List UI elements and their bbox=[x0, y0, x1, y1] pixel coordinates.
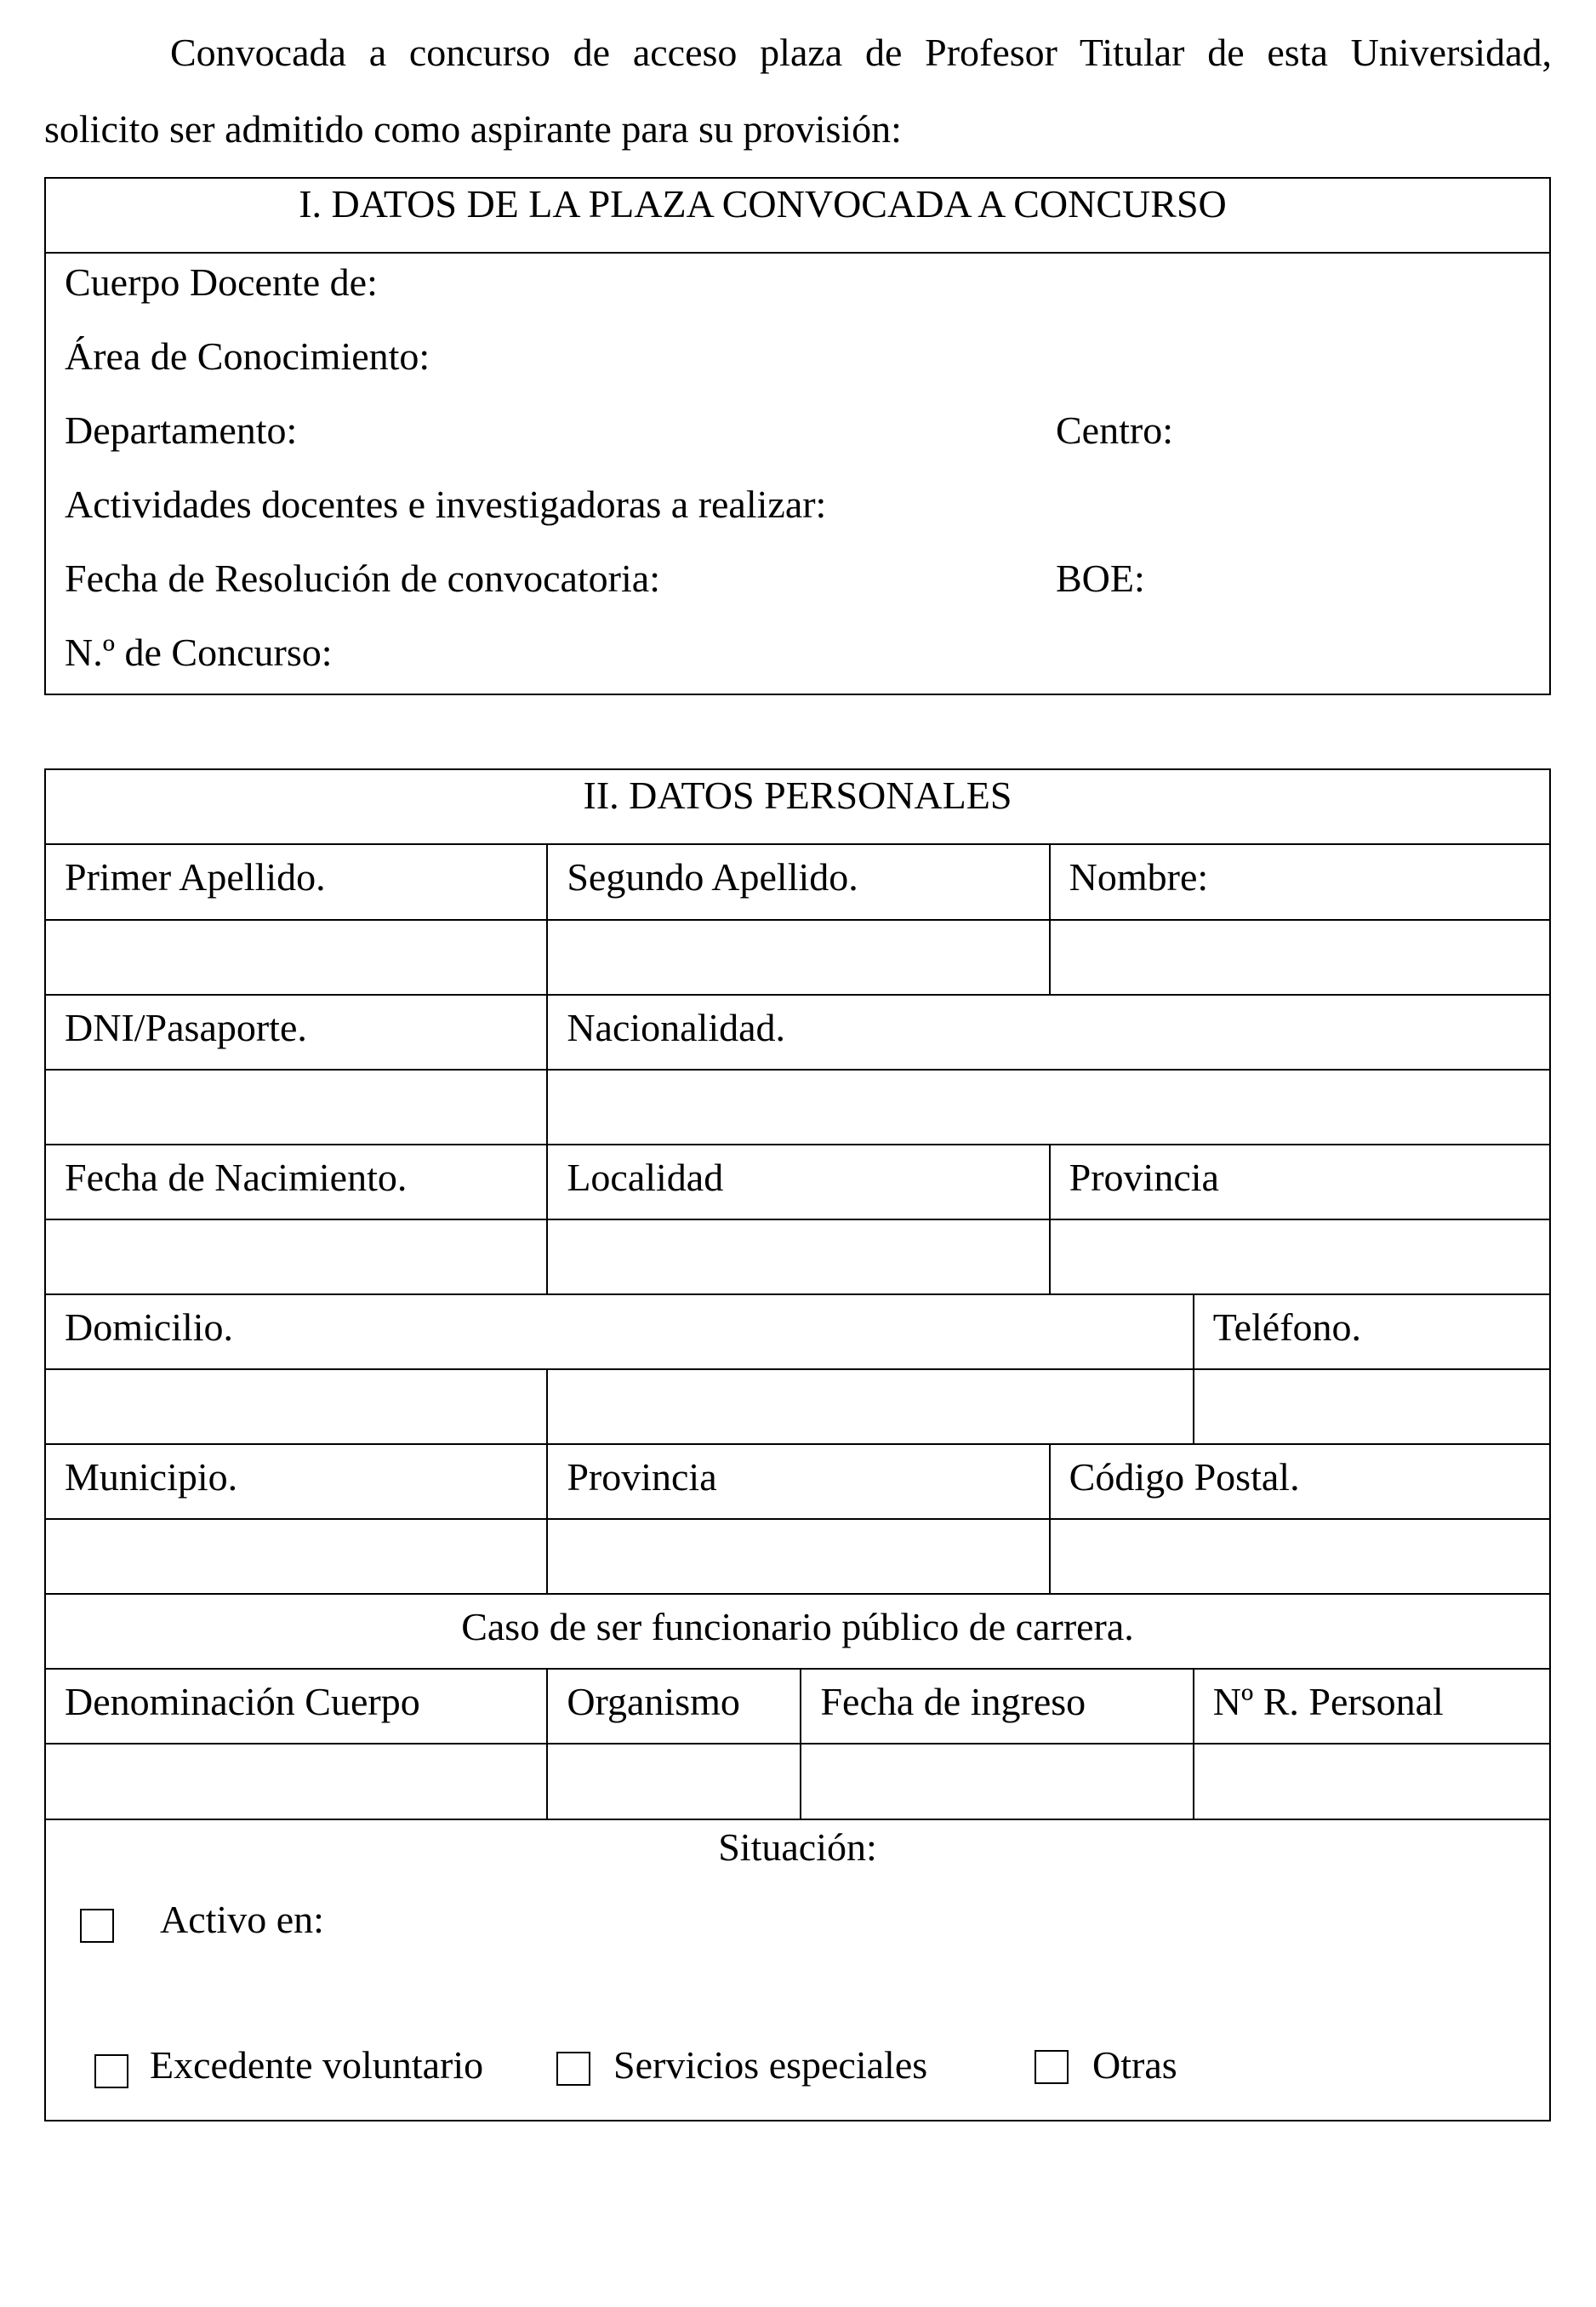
field-fecha-nacimiento[interactable] bbox=[46, 1219, 547, 1294]
checkbox-activo[interactable] bbox=[80, 1909, 114, 1943]
label-departamento: Departamento: bbox=[65, 408, 298, 452]
field-denominacion-cuerpo[interactable] bbox=[46, 1744, 547, 1819]
label-localidad: Localidad bbox=[547, 1145, 1049, 1219]
field-provincia-domicilio[interactable] bbox=[547, 1519, 1049, 1594]
label-nombre: Nombre: bbox=[1050, 845, 1549, 920]
label-organismo: Organismo bbox=[547, 1669, 801, 1744]
label-provincia-nacimiento: Provincia bbox=[1050, 1145, 1549, 1219]
field-telefono[interactable] bbox=[1194, 1369, 1549, 1444]
field-primer-apellido[interactable] bbox=[46, 920, 547, 995]
label-municipio: Municipio. bbox=[46, 1444, 547, 1519]
label-cuerpo-docente: Cuerpo Docente de: bbox=[65, 260, 378, 304]
checkbox-excedente[interactable] bbox=[94, 2054, 128, 2088]
label-telefono: Teléfono. bbox=[1194, 1294, 1549, 1369]
label-nr-personal: Nº R. Personal bbox=[1194, 1669, 1549, 1744]
label-actividades: Actividades docentes e investigadoras a realizar: bbox=[65, 483, 827, 526]
field-codigo-postal[interactable] bbox=[1050, 1519, 1549, 1594]
field-domicilio-2[interactable] bbox=[547, 1369, 1193, 1444]
field-nacionalidad[interactable] bbox=[547, 1070, 1549, 1145]
field-municipio[interactable] bbox=[46, 1519, 547, 1594]
label-activo: Activo en: bbox=[160, 1898, 324, 1941]
label-funcionario: Caso de ser funcionario público de carrera. bbox=[46, 1594, 1549, 1669]
field-provincia-nacimiento[interactable] bbox=[1050, 1219, 1549, 1294]
field-domicilio-1[interactable] bbox=[46, 1369, 547, 1444]
section-plaza bbox=[44, 177, 1551, 695]
situacion-block bbox=[46, 1819, 1549, 2111]
label-fecha-nacimiento: Fecha de Nacimiento. bbox=[46, 1145, 547, 1219]
label-numero-concurso: N.º de Concurso: bbox=[65, 631, 333, 674]
section-personal-title: II. DATOS PERSONALES bbox=[46, 770, 1549, 845]
label-nacionalidad: Nacionalidad. bbox=[547, 995, 1549, 1070]
label-domicilio: Domicilio. bbox=[46, 1294, 1194, 1369]
field-dni[interactable] bbox=[46, 1070, 547, 1145]
label-denominacion-cuerpo: Denominación Cuerpo bbox=[46, 1669, 547, 1744]
intro-line-2: solicito ser admitido como aspirante para su provisión: bbox=[44, 107, 902, 151]
personal-data-grid bbox=[46, 845, 1549, 1819]
label-codigo-postal: Código Postal. bbox=[1050, 1444, 1549, 1519]
field-localidad[interactable] bbox=[547, 1219, 1049, 1294]
checkbox-otras[interactable] bbox=[1035, 2050, 1069, 2084]
section-datos-personales bbox=[44, 768, 1551, 2121]
label-situacion: Situación: bbox=[718, 1825, 877, 1869]
label-boe: BOE: bbox=[1056, 557, 1145, 600]
label-excedente: Excedente voluntario bbox=[150, 2043, 484, 2087]
section-plaza-title: I. DATOS DE LA PLAZA CONVOCADA A CONCURSO bbox=[46, 179, 1549, 254]
field-nombre[interactable] bbox=[1050, 920, 1549, 995]
label-fecha-ingreso: Fecha de ingreso bbox=[801, 1669, 1193, 1744]
label-servicios: Servicios especiales bbox=[613, 2043, 928, 2087]
field-nr-personal[interactable] bbox=[1194, 1744, 1549, 1819]
label-centro: Centro: bbox=[1056, 408, 1173, 452]
field-fecha-ingreso[interactable] bbox=[801, 1744, 1193, 1819]
label-area-conocimiento: Área de Conocimiento: bbox=[65, 334, 430, 378]
field-segundo-apellido[interactable] bbox=[547, 920, 1049, 995]
checkbox-servicios[interactable] bbox=[556, 2052, 590, 2086]
label-primer-apellido: Primer Apellido. bbox=[65, 855, 326, 899]
intro-line-1: Convocada a concurso de acceso plaza de Profesor Titular de esta Universidad, bbox=[170, 31, 1552, 74]
label-fecha-resolucion: Fecha de Resolución de convocatoria: bbox=[65, 557, 660, 600]
label-dni: DNI/Pasaporte. bbox=[46, 995, 547, 1070]
label-segundo-apellido: Segundo Apellido. bbox=[547, 845, 1049, 920]
field-organismo[interactable] bbox=[547, 1744, 801, 1819]
label-otras: Otras bbox=[1092, 2043, 1177, 2087]
label-provincia-domicilio: Provincia bbox=[547, 1444, 1049, 1519]
